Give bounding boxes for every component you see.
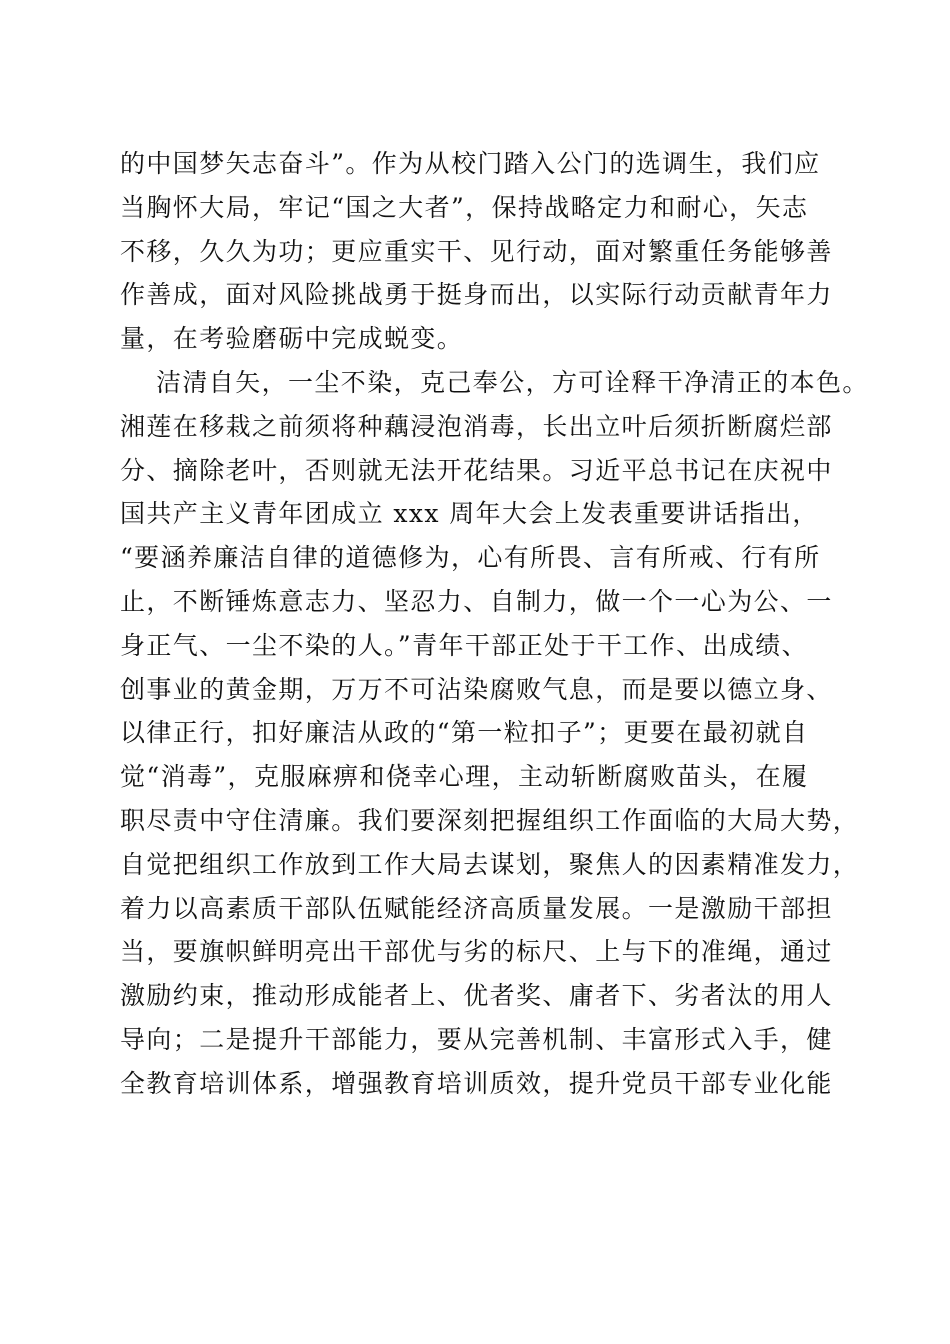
text-line: 止，不断锤炼意志力、坚忍力、自制力，做一个一心为公、一 (120, 586, 833, 616)
text-line: 着力以高素质干部队伍赋能经济高质量发展。一是激励干部担 (120, 893, 833, 923)
paragraph-start-line: 洁清自矢，一尘不染，克己奉公，方可诠释干净清正的本色。 (156, 367, 869, 397)
text-line: 觉“消毒”，克服麻痹和侥幸心理，主动斩断腐败苗头，在履 (120, 762, 809, 792)
text-line: 导向；二是提升干部能力，要从完善机制、丰富形式入手，健 (120, 1024, 833, 1054)
text-line: “要涵养廉洁自律的道德修为，心有所畏、言有所戒、行有所 (120, 543, 821, 573)
text-line: 职尽责中守住清廉。我们要深刻把握组织工作面临的大局大势， (120, 805, 860, 835)
body-text (120, 142, 869, 1106)
text-line: 自觉把组织工作放到工作大局去谋划，聚焦人的因素精准发力， (120, 849, 860, 879)
text-line: 激励约束，推动形成能者上、优者奖、庸者下、劣者汰的用人 (120, 981, 833, 1011)
text-line: 以律正行，扣好廉洁从政的“第一粒扣子”；更要在最初就自 (120, 718, 809, 748)
text-line: 创事业的黄金期，万万不可沾染腐败气息，而是要以德立身、 (120, 674, 833, 704)
text-line: 当，要旗帜鲜明亮出干部优与劣的标尺、上与下的准绳，通过 (120, 937, 833, 967)
text-line: 作善成，面对风险挑战勇于挺身而出，以实际行动贡献青年力 (120, 280, 833, 310)
text-line: 身正气、一尘不染的人。”青年干部正处于干工作、出成绩、 (120, 630, 809, 660)
text-line: 全教育培训体系，增强教育培训质效，提升党员干部专业化能 (120, 1068, 833, 1098)
text-line: 湘莲在移栽之前须将种藕浸泡消毒，长出立叶后须折断腐烂部 (120, 411, 833, 441)
text-line: 分、摘除老叶，否则就无法开花结果。习近平总书记在庆祝中 (120, 455, 833, 485)
text-line: 量，在考验磨砺中完成蜕变。 (120, 324, 464, 354)
text-line: 的中国梦矢志奋斗”。作为从校门踏入公门的选调生，我们应 (120, 149, 821, 178)
text-line: 当胸怀大局，牢记“国之大者”，保持战略定力和耐心，矢志 (120, 192, 809, 222)
text-line: 不移，久久为功；更应重实干、见行动，面对繁重任务能够善 (120, 236, 833, 266)
text-line: 国共产主义青年团成立 xxx 周年大会上发表重要讲话指出， (120, 499, 819, 529)
